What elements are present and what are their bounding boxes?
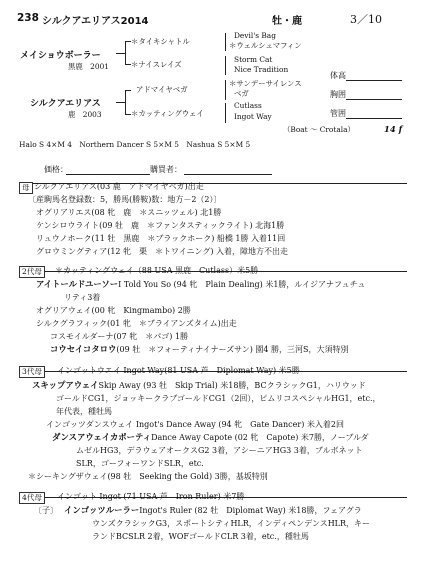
family-line (52, 432, 369, 443)
produce-line: グロウミングティア(12 牝 栗 ＊トワイニング) 入着，障地方不出走 (36, 247, 288, 256)
family-line-cont: ムゼルHG3，デラウェアオークスG2 3着，アシーニアHG3 3着，ブルボネット (76, 446, 363, 455)
family-line: ＊シーキングザウェイ(98 牡 Seeking the Gold) 3勝，基坂特別 (28, 472, 268, 481)
inbreeding-line: Halo S 4×M 4 Northern Dancer S 5×M 5 Nashua S 5×M 5 (19, 140, 251, 149)
height-label: 体高 (330, 71, 346, 80)
family-line-cont: SLR，ゴーフォーワンドSLR，etc. (76, 459, 204, 468)
sire-info: 黒鹿 2001 (68, 62, 109, 71)
third-dam-header: インゴットウエイ Ingot Way(81 USA 芦 Diplomat Way) 米5勝 (57, 366, 300, 375)
second-dam-header: ＊カッティングウェイ（88 USA 黒鹿 Cutlass）米5勝 (55, 266, 259, 275)
family-line: オグリアウェイ(00 牝 Kingmambo) 2勝 (36, 306, 191, 315)
family-line-text: Dance Away Capote (02 牝 Capote) 米7勝，ノーブルダ (151, 433, 369, 442)
family-line-text: (09 牡 ＊フォーティナイナーズサン) 園4 勝，三河S，大須特別 (116, 345, 349, 354)
family-line-cont: ランドBCSLR 2着，WOFゴールドCLR 3着，etc.，種牡馬 (92, 532, 309, 541)
lot-number: 238 (17, 12, 39, 24)
produce-line: リュウノホーク(11 牡 黒鹿 ＊ブラックホーク) 船橋 1勝 入着11回 (36, 234, 286, 243)
dam-sire: アドマイヤベガ (136, 85, 188, 94)
third-dam-tag: 3代母 (19, 366, 45, 378)
buyer-label: 購買者： (150, 165, 182, 174)
family-line-cont: ゴールドCG1，ジョッキークラブゴールドCG1（2回），ピムリコスペシャルHG1，etc.， (56, 394, 381, 403)
sd-dam: Nice Tradition (234, 65, 289, 74)
cannon-label: 管囲 (330, 109, 346, 118)
family-line (36, 279, 365, 290)
family-line-text: Skip Away (93 牡 Skip Trial) 米18勝，BCクラシックG1，ハリウッド (98, 381, 366, 390)
sex-color: 牡・鹿 (272, 16, 302, 27)
family-line (64, 505, 362, 516)
girth-label: 胸囲 (330, 90, 346, 99)
family-line-text: Ingot's Ruler (82 牡 Diplomat Way) 米18勝，フェアグラ (139, 506, 362, 515)
family-line-cont: 年代表，種牡馬 (56, 407, 112, 416)
family-line: インゴッツダンスウェイ Ingot's Dance Away (94 牝 Gate Dancer) 米入着2回 (46, 420, 344, 429)
birth-date: 3／10 (350, 13, 382, 26)
produce-line: オグリアリエス(08 牝 鹿 ＊スニッツェル) 北1勝 (36, 208, 222, 217)
sd-sire: Storm Cat (234, 55, 273, 64)
ss-dam: ＊ウェルシュマフィン (229, 41, 302, 50)
family-line: コスモイルダーナ(07 牝 ＊パゴ) 1勝 (50, 332, 189, 341)
ss-sire: Devil's Bag (234, 31, 276, 40)
horse-name: スキップアウェイ (32, 380, 99, 390)
horse-name: ダンスアウェイカポーティ (52, 432, 152, 442)
sire-sire: ＊タイキシャトル (131, 37, 190, 46)
horse-name: コウセイコタロウ (50, 344, 117, 354)
dam-line: シルクアエリアス(03 鹿 アドマイヤベガ)出走 (34, 182, 204, 191)
dam-dam: ＊カッティングウェイ (131, 109, 204, 118)
price-label: 価格： (44, 165, 68, 174)
ds-sire: ＊サンデーサイレンス (229, 79, 302, 88)
dam-name: シルクアエリアス (30, 99, 101, 109)
family-line-cont: ウンズクラシックG3，スポートシティHLR，インディペンデンスHLR，キー (92, 519, 371, 528)
family-line-cont: リティ3着 (64, 293, 101, 302)
horse-title: シルクアエリアス2014 (42, 16, 149, 27)
sire-dam: ＊ナイスレイズ (131, 60, 182, 69)
horse-name: インゴッツルーラー (64, 505, 140, 515)
dam-produce-summary: 〔産駒馬名登録数：5，勝馬(勝鞍)数：地方－2（2）〕 (28, 195, 222, 204)
dd-dam: Ingot Way (234, 112, 272, 121)
family-note: （Boat ～ Crotala） (283, 125, 355, 134)
dam-info: 鹿 2003 (68, 110, 102, 119)
family-line-text: I Told You So (94 牝 Plain Dealing) 米1勝，ルイジアナフュチュ (118, 280, 366, 289)
produce-line: ケンシロウライト(09 牡 鹿 ＊ファンタスティックライト) 北海1勝 (36, 221, 285, 230)
family-number: 14 f (384, 124, 403, 134)
family-line (50, 344, 348, 355)
child-tag: 〔子〕 (34, 506, 58, 515)
fourth-dam-header: インゴット Ingot (71 USA 芦 Iron Ruler) 米7勝 (57, 492, 245, 501)
family-line (32, 380, 366, 391)
dam-section-tag: 母 (19, 182, 33, 194)
dd-sire: Cutlass (234, 101, 262, 110)
family-line: シルクグラフィック(01 牝 ＊ブライアンズタイム)出走 (36, 319, 237, 328)
fourth-dam-tag: 4代母 (19, 492, 45, 504)
second-dam-tag: 2代母 (19, 266, 45, 278)
horse-name: アイトールドユーソー (36, 279, 119, 289)
sire-name: メイショウボーラー (20, 51, 101, 61)
ds-sire-cont: ベガ (234, 89, 249, 98)
